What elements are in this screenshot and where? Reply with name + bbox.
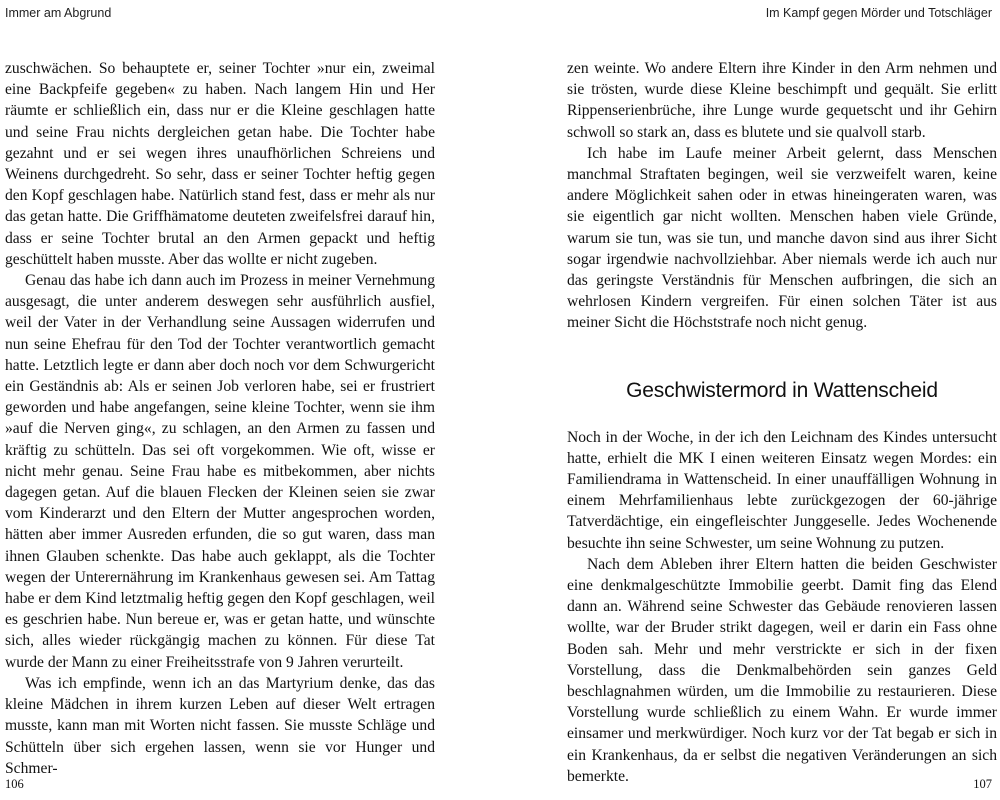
- right-running-head: Im Kampf gegen Mörder und Totschläger: [765, 6, 992, 20]
- paragraph: Was ich empfinde, wenn ich an das Martyrium denke, das das kleine Mädchen in ihrem kurzen Leben auf dieser Welt ertragen musste, kann man mit Worten nicht fassen. Sie musste Schläge und Schütteln über sich ergehen lassen, wenn sie vor Hunger und Schmer-: [5, 674, 435, 777]
- right-page-number: 107: [973, 777, 992, 791]
- paragraph: Ich habe im Laufe meiner Arbeit gelernt, dass Menschen manchmal Straftaten begingen, weil sie verzweifelt waren, keine andere Möglichkeit sahen oder in etwas hineingeraten waren, was sie eigentlich gar nicht wollten. Menschen haben viele Gründe, warum sie tun, was sie tun, und manche davon sind aus ihrer Sicht sogar irgendwie nachvollziehbar. Aber niemals werde ich auch nur das geringste Verständnis für Menschen aufbringen, die sich an wehrlosen Kindern vergreifen. Für einen solchen Täter ist aus meiner Sicht die Höchststrafe noch nicht genug.: [567, 144, 997, 332]
- paragraph: Genau das habe ich dann auch im Prozess in meiner Vernehmung ausgesagt, die unter anderem deswegen sehr ausführlich ausfiel, weil der Vater in der Verhandlung seine Aussagen widerrufen und nun seine Ehefrau für den Tod der Tochter verantwortlich gemacht hatte. Letztlich legte er dann aber doch noch vor dem Schwurgericht ein Geständnis ab: Als er seinen Job verloren habe, sei er frustriert geworden und habe angefangen, seine kleine Tochter, wenn sie ihm »auf die Nerven ging«, zu schlagen, an den Armen zu fassen und kräftig zu schütteln. Das sei oft vorgekommen. Wie oft, wisse er nicht mehr genau. Seine Frau habe es mitbekommen, aber nichts dagegen getan. Auf die blauen Flecken der Kleinen seien sie zwar vom Kinderarzt und den Eltern der Mutter angesprochen worden, hätten aber immer Ausreden erfunden, die so gut waren, dass man ihnen Glauben schenkte. Das habe auch geklappt, als die Tochter wegen der Unterernährung im Krankenhaus gewesen sei. Am Tattag habe er dem Kind letztmalig heftig gegen den Kopf geschlagen, weil es geschrien habe. Nun bereue er, was er getan hatte, und wünschte sich, alles wieder rückgängig machen zu können. Für diese Tat wurde der Mann zu einer Freiheitsstrafe von 9 Jahren verurteilt.: [5, 272, 435, 671]
- left-running-head: Immer am Abgrund: [5, 6, 112, 20]
- left-page-number: 106: [5, 777, 24, 791]
- paragraph: Nach dem Ableben ihrer Eltern hatten die beiden Geschwister eine denkmalgeschützte Immobilie geerbt. Damit fing das Elend dann an. Während seine Schwester das Gebäude renovieren lassen wollte, war der Bruder strikt dagegen, weil er darin ein Fass ohne Boden sah. Mehr und mehr verstrickte er sich in der fixen Vorstellung, dass die Denkmalbehörden sein ganzes Geld beschlagnahmen würden, um die Immobilie zu restaurieren. Diese Vorstellung wurde schließlich zu einem Wahn. Er wurde immer einsamer und merkwürdiger. Noch kurz vor der Tat begab er sich in ein Krankenhaus, da er selbst die negativen Veränderungen an sich bemerkte.: [567, 555, 997, 785]
- paragraph: zuschwächen. So behauptete er, seiner Tochter »nur ein, zweimal eine Backpfeife gegeben« zu haben. Nach langem Hin und Her räumte er schließlich ein, dass nur er die Kleine geschlagen hatte und seine Frau nichts dergleichen getan habe. Die Tochter habe gezahnt und er sei wegen ihres unaufhörlichen Schreiens und Weinens durchgedreht. So sehr, dass er seiner Tochter heftig gegen den Kopf geschlagen habe. Natürlich stand fest, dass er mehr als nur das getan hatte. Die Griffhämatome deuteten zweifelsfrei darauf hin, dass er seine Tochter brutal an den Armen gepackt und heftig geschüttelt haben musste. Aber das wollte er nicht zugeben.: [5, 60, 435, 268]
- paragraph: zen weinte. Wo andere Eltern ihre Kinder in den Arm nehmen und sie trösten, wurde diese Kleine beschimpft und gequält. Sie erlitt Rippenserienbrüche, ihre Lunge wurde gequetscht und ihr Gehirn schwoll so stark an, dass es blutete und sie qualvoll starb.: [567, 60, 997, 141]
- right-text-column: [567, 58, 997, 787]
- left-text-column: [5, 58, 435, 779]
- paragraph: Noch in der Woche, in der ich den Leichnam des Kindes untersucht hatte, erhielt die MK I einen weiteren Einsatz wegen Mordes: ein Familiendrama in Wattenscheid. In einer unauffälligen Wohnung in einem Mehrfamilienhaus lebte zurückgezogen der 60-jährige Tatverdächtige, ein eingefleischter Junggeselle. Jedes Wochenende besuchte ihn seine Schwester, um seine Wohnung zu putzen.: [567, 428, 997, 552]
- section-heading: Geschwistermord in Wattenscheid: [626, 378, 938, 402]
